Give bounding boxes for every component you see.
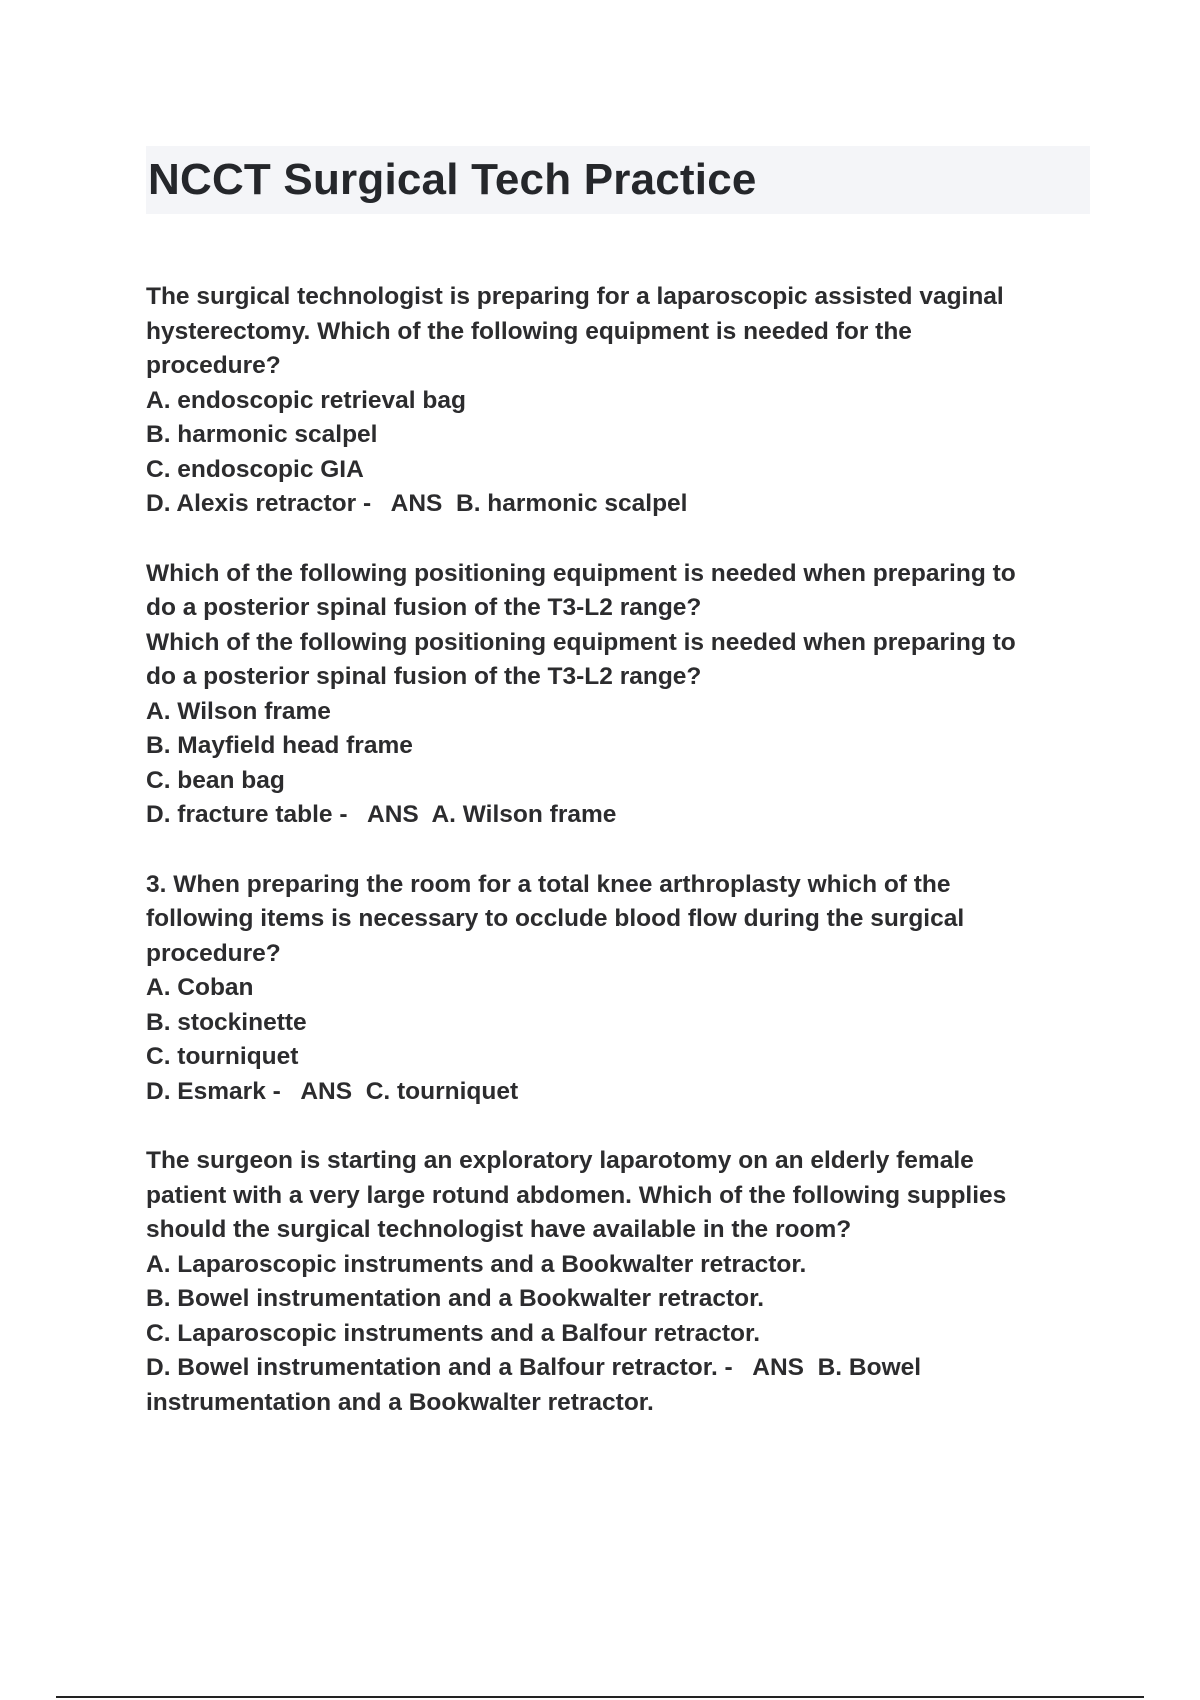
option-a: A. Coban <box>146 974 254 1001</box>
option-d: D. fracture table - <box>146 801 348 828</box>
option-c: C. Laparoscopic instruments and a Balfour retractor. <box>146 1319 761 1347</box>
option-b: B. Bowel instrumentation and a Bookwalter retractor. <box>146 1285 765 1312</box>
questions-list <box>146 280 1090 1455</box>
question-block-4 <box>146 1144 1090 1420</box>
option-a: A. endoscopic retrieval bag <box>146 386 466 414</box>
question-text-line: patient with a very large rotund abdomen. Which of the following supplies <box>146 1181 1007 1209</box>
answer-value: A. Wilson frame <box>431 801 617 828</box>
option-a: A. Laparoscopic instruments and a Bookwalter retractor. <box>146 1250 807 1278</box>
question-text-line: 3. When preparing the room for a total knee arthroplasty which of the <box>146 870 951 898</box>
option-d-with-answer <box>146 1351 1090 1386</box>
question-text-line: procedure? <box>146 352 281 379</box>
option-c: C. bean bag <box>146 766 285 794</box>
option-c: C. tourniquet <box>146 1043 299 1070</box>
question-text-line: should the surgical technologist have available in the room? <box>146 1216 852 1243</box>
question-text-line: do a posterior spinal fusion of the T3-L2 range? <box>146 594 702 621</box>
title-band <box>146 146 1090 214</box>
option-c: C. endoscopic GIA <box>146 455 364 483</box>
footer-divider <box>56 1696 1144 1698</box>
option-d: D. Bowel instrumentation and a Balfour retractor. - <box>146 1354 733 1381</box>
option-a: A. Wilson frame <box>146 697 331 725</box>
answer-value: B. Bowel <box>817 1354 922 1381</box>
option-d-with-answer <box>146 487 1090 522</box>
question-text-line: Which of the following positioning equipment is needed when preparing to <box>146 559 1016 587</box>
answer-continued: instrumentation and a Bookwalter retractor. <box>146 1388 654 1416</box>
question-block-1 <box>146 280 1090 522</box>
question-block-2 <box>146 557 1090 833</box>
answer-value: B. harmonic scalpel <box>456 490 688 517</box>
answer-value: C. tourniquet <box>365 1077 519 1105</box>
option-d-with-answer <box>146 798 1090 833</box>
question-text-line: hysterectomy. Which of the following equipment is needed for the <box>146 317 912 345</box>
question-text-line: Which of the following positioning equipment is needed when preparing to <box>146 628 1016 656</box>
question-block-3 <box>146 868 1090 1110</box>
answer-label: ANS <box>300 1077 353 1105</box>
answer-label: ANS <box>367 801 419 828</box>
answer-label: ANS <box>390 490 443 517</box>
option-d: D. Alexis retractor - <box>146 490 372 517</box>
option-b: B. stockinette <box>146 1008 307 1036</box>
question-text-line: do a posterior spinal fusion of the T3-L2 range? <box>146 663 702 690</box>
answer-label: ANS <box>752 1354 804 1381</box>
option-d-with-answer <box>146 1075 1090 1110</box>
question-text-line: The surgeon is starting an exploratory laparotomy on an elderly female <box>146 1147 974 1174</box>
page-title: NCCT Surgical Tech Practice <box>148 155 757 204</box>
question-text-line: procedure? <box>146 939 281 967</box>
option-d: D. Esmark - <box>146 1077 281 1105</box>
option-b: B. harmonic scalpel <box>146 421 378 448</box>
question-text-line: The surgical technologist is preparing for a laparoscopic assisted vaginal <box>146 283 1004 310</box>
option-b: B. Mayfield head frame <box>146 732 413 759</box>
question-text-line: following items is necessary to occlude blood flow during the surgical <box>146 905 965 932</box>
